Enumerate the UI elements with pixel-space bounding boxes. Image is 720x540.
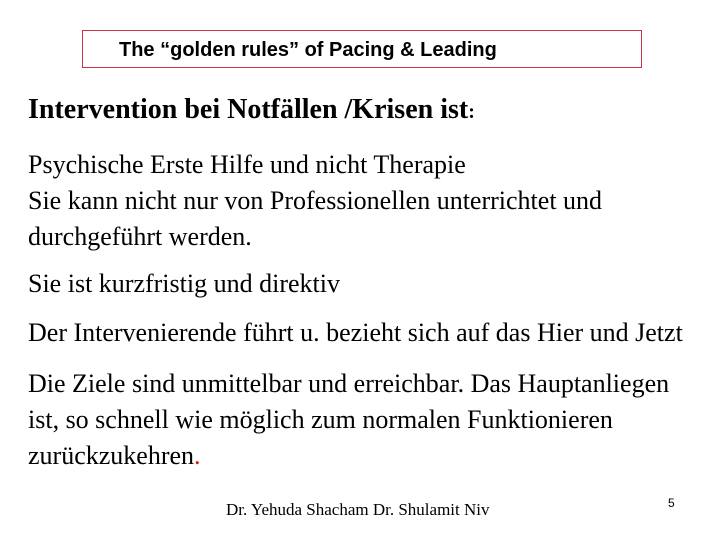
paragraph-goals [28, 366, 669, 474]
paragraph-here-and-now [28, 315, 683, 351]
paragraph-short-term [28, 266, 340, 302]
slide-heading-colon: : [468, 101, 475, 123]
slide-page-number: 5 [668, 496, 675, 510]
paragraph-first-aid [28, 147, 602, 255]
red-period-mark: . [194, 441, 201, 470]
paragraph-line: ist, so schnell wie möglich zum normalen Funktionieren [28, 405, 613, 434]
slide-title-text: The “golden rules” of Pacing & Leading [119, 39, 497, 61]
slide-footer-authors: Dr. Yehuda Shacham Dr. Shulamit Niv [226, 500, 490, 519]
slide-heading-text: Intervention bei Notfällen /Krisen ist [28, 94, 469, 125]
paragraph-line: Sie kann nicht nur von Professionellen unterrichtet und [28, 186, 603, 215]
slide-title [82, 30, 642, 68]
slide-heading [28, 94, 475, 126]
paragraph-line: Der Intervenierende führt u. bezieht sich auf das Hier und Jetzt [28, 318, 683, 347]
paragraph-line [28, 438, 669, 474]
paragraph-line: Psychische Erste Hilfe und nicht Therapie [28, 150, 466, 179]
paragraph-line: Die Ziele sind unmittelbar und erreichbar. Das Hauptanliegen [28, 369, 670, 398]
paragraph-line: durchgeführt werden. [28, 222, 252, 251]
paragraph-line: Sie ist kurzfristig und direktiv [28, 269, 340, 298]
paragraph-line-text: zurückzukehren [28, 441, 195, 470]
